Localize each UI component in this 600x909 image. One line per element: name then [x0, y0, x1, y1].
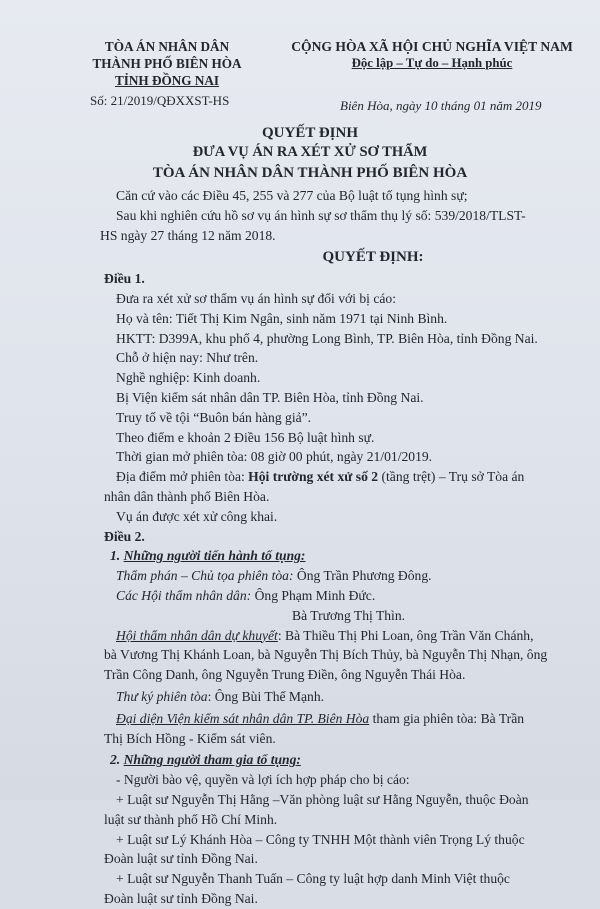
section-1-title: Những người tiến hành tố tụng:	[123, 548, 306, 564]
court-clerk	[104, 687, 582, 707]
section-2-number: 2.	[110, 752, 124, 768]
hearing-location-label: Địa điểm mở phiên tòa:	[116, 469, 249, 485]
charge: Truy tố về tội “Buôn bán hàng giả”.	[116, 409, 312, 425]
reserve-jurors-label: Hội thẩm nhân dân dự khuyết	[116, 627, 278, 643]
place-date: Biên Hòa, ngày 10 tháng 01 năm 2019	[340, 98, 542, 113]
section-1-number: 1.	[110, 548, 124, 564]
defendant-occupation: Nghề nghiệp: Kinh doanh.	[116, 370, 261, 386]
document-number: Số: 21/2019/QĐXXST-HS	[90, 93, 230, 108]
court-header	[62, 38, 272, 89]
public-trial-note: Vụ án được xét xử công khai.	[116, 508, 278, 524]
lawyer-1-line-2: luật sư thành phố Hồ Chí Minh.	[104, 811, 278, 827]
section-2-heading	[104, 750, 582, 770]
defendant-current-address: Chỗ ở hiện nay: Như trên.	[116, 350, 259, 366]
hearing-room: Hội trường xét xử số 2	[248, 469, 379, 485]
title-line-1: QUYẾT ĐỊNH	[262, 125, 358, 141]
procuracy-rep	[104, 709, 582, 729]
juror-2: Bà Trương Thị Thìn.	[292, 607, 406, 623]
title-line-3: TÒA ÁN NHÂN DÂN THÀNH PHỐ BIÊN HÒA	[152, 165, 468, 181]
article-1-heading: Điều 1.	[104, 271, 145, 287]
defendant-name: Họ và tên: Tiết Thị Kim Ngân, sinh năm 1971 tại Ninh Bình.	[116, 310, 448, 326]
document-title	[100, 124, 520, 183]
hearing-time: Thời gian mở phiên tòa: 08 giờ 00 phút, ngày 21/01/2019.	[116, 449, 433, 465]
reserve-jurors-names-c: Trần Công Danh, ông Nguyễn Trung Điền, ông Nguyễn Thái Hòa.	[104, 667, 466, 683]
hearing-location	[104, 467, 582, 487]
hearing-location-cont: nhân dân thành phố Biên Hòa.	[104, 488, 270, 504]
reserve-jurors	[104, 626, 582, 646]
jurors-label: Các Hội thẩm nhân dân:	[116, 587, 252, 603]
procuracy-text-a: tham gia phiên tòa: Bà Trần	[369, 710, 525, 726]
clerk-label: Thư ký phiên tòa	[116, 688, 208, 704]
lawyer-3-line-2: Đoàn luật sư tỉnh Đồng Nai.	[104, 890, 258, 906]
reserve-jurors-names-a: : Bà Thiều Thị Phi Loan, ông Trần Văn Chánh,	[277, 627, 534, 643]
preamble-case-line-2: HS ngày 27 tháng 12 năm 2018.	[100, 227, 276, 243]
court-province: TỈNH ĐỒNG NAI	[114, 73, 220, 88]
procuracy-text-b: Thị Bích Hồng - Kiểm sát viên.	[104, 730, 276, 746]
article-1-line: Đưa ra xét xử sơ thẩm vụ án hình sự đối với bị cáo:	[116, 290, 396, 306]
document-body	[100, 186, 582, 909]
court-name: TÒA ÁN NHÂN DÂN	[104, 39, 230, 54]
judge-name: Ông Trần Phương Đông.	[293, 568, 432, 584]
preamble-legal-basis: Căn cứ vào các Điều 45, 255 và 277 của Bộ luật tố tụng hình sự;	[116, 188, 468, 203]
reserve-jurors-names-b: bà Vương Thị Khánh Loan, bà Nguyễn Thị Bích Thủy, bà Nguyễn Thị Nhạn, ông	[104, 647, 548, 663]
lawyer-1-line-1: + Luật sư Nguyễn Thị Hằng –Văn phòng luật sư Hằng Nguyễn, thuộc Đoàn	[116, 791, 529, 807]
hearing-location-rest: (tầng trệt) – Trụ sở Tòa án	[378, 469, 525, 485]
country-name: CỘNG HÒA XÃ HỘI CHỦ NGHĨA VIỆT NAM	[291, 39, 573, 54]
section-1-heading	[104, 546, 582, 566]
presiding-judge	[104, 566, 582, 586]
prosecuting-agency: Bị Viện kiểm sát nhân dân TP. Biên Hòa, tỉnh Đồng Nai.	[116, 389, 424, 405]
judge-label: Thẩm phán – Chủ tọa phiên tòa:	[116, 568, 294, 584]
defendant-residence: HKTT: D399A, khu phố 4, phường Long Bình, TP. Biên Hòa, tỉnh Đồng Nai.	[116, 330, 538, 346]
lawyer-2-line-2: Đoàn luật sư tỉnh Đồng Nai.	[104, 851, 258, 867]
section-2-title: Những người tham gia tố tụng:	[123, 752, 301, 768]
title-line-2: ĐƯA VỤ ÁN RA XÉT XỬ SƠ THẨM	[192, 144, 428, 160]
clerk-name: : Ông Bùi Thế Mạnh.	[207, 688, 325, 704]
court-city: THÀNH PHỐ BIÊN HÒA	[92, 56, 242, 71]
defender-intro: - Người bào vệ, quyền và lợi ích hợp pháp cho bị cáo:	[116, 772, 410, 788]
people-jurors	[104, 586, 582, 606]
lawyer-3-line-1: + Luật sư Nguyễn Thanh Tuấn – Công ty luật hợp danh Minh Việt thuộc	[116, 871, 510, 887]
decision-heading: QUYẾT ĐỊNH:	[322, 249, 424, 266]
preamble-case-line-1: Sau khi nghiên cứu hồ sơ vụ án hình sự sơ thẩm thụ lý số: 539/2018/TLST-	[116, 207, 526, 223]
procuracy-label: Đại diện Viện kiểm sát nhân dân TP. Biên Hòa	[116, 710, 370, 726]
lawyer-2-line-1: + Luật sư Lý Khánh Hòa – Công ty TNHH Một thành viên Trọng Lý thuộc	[116, 831, 525, 847]
legal-article: Theo điểm e khoản 2 Điều 156 Bộ luật hình sự.	[116, 429, 375, 445]
national-motto: Độc lập – Tự do – Hạnh phúc	[351, 56, 513, 70]
juror-1: Ông Phạm Minh Đức.	[251, 587, 376, 603]
national-header	[282, 38, 582, 72]
article-2-heading: Điều 2.	[104, 528, 145, 544]
